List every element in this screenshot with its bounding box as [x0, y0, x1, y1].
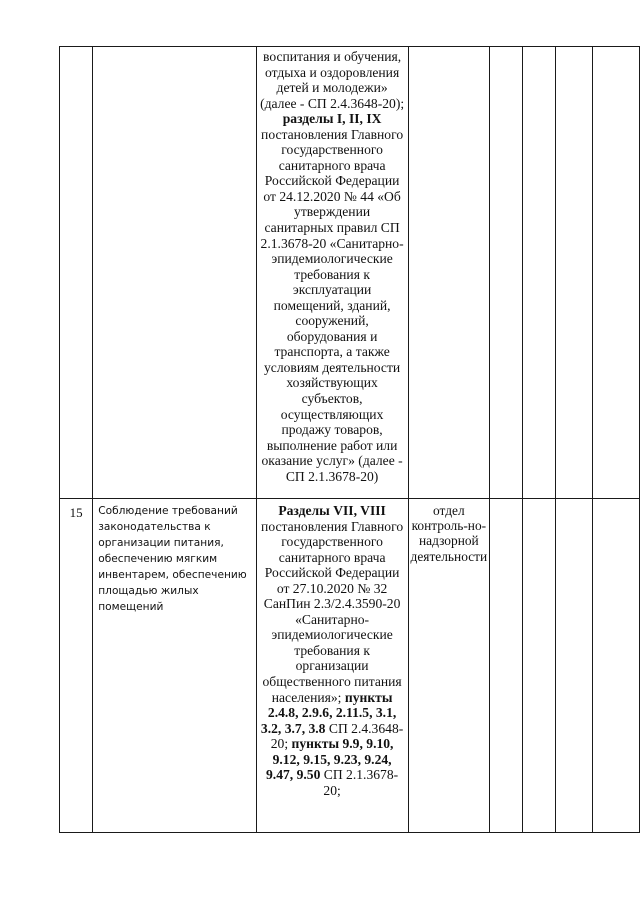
empty-cell — [523, 499, 556, 833]
act-text-bold: разделы I, II, IX — [282, 111, 382, 127]
legal-acts-cell — [256, 47, 408, 499]
empty-cell — [490, 47, 523, 499]
empty-cell — [593, 499, 640, 833]
table-row — [60, 47, 640, 499]
act-text-bold: Разделы VII, VIII — [278, 503, 386, 518]
responsible-organ-cell — [408, 47, 490, 499]
empty-cell — [490, 499, 523, 833]
requirement-cell — [93, 47, 256, 499]
act-text: СП 2.1.3678-20; — [320, 767, 399, 798]
empty-cell — [556, 499, 593, 833]
act-text: воспитания и обучения, отдыха и оздоровления детей и молодежи» (далее - СП 2.4.3648-20); — [260, 49, 405, 111]
act-text: постановления Главного государственного санитарного врача Российской Федерации от 24.12.2020 № 44 «Об утверждении санитарных правил СП 2.1.3678-20 «Санитарно-эпидемиологические требования к эксплуатации помещений, зданий, сооружений, оборудования и транспорта, а также условиям деятельности хозяйствующих субъектов, осуществляющих продажу товаров, выполнение работ или оказание услуг» (далее - СП 2.1.3678-20) — [260, 126, 404, 484]
row-number-cell — [60, 47, 93, 499]
act-text-bold: пункты 9.9, 9.10, 9.12, 9.15, 9.23, 9.24, 9.47, 9.50 — [266, 736, 394, 783]
act-text: постановления Главного государственного санитарного врача Российской Федерации от 27.10.2020 № 32 СанПин 2.3/2.4.3590-20 «Санитарно-эпидемиологические требования к организации общественного питания населения»; — [261, 518, 404, 705]
act-text-bold: пункты 2.4.8, 2.9.6, 2.11.5, 3.1, 3.2, 3.7, 3.8 — [260, 689, 397, 736]
legal-acts-cell — [256, 499, 408, 833]
row-number-cell: 15 — [60, 499, 93, 833]
empty-cell — [556, 47, 593, 499]
table-row — [60, 499, 640, 833]
responsible-organ-cell: отдел контроль-но-надзорной деятельности — [408, 499, 490, 833]
act-text: СП 2.4.3648-20; — [270, 720, 404, 752]
empty-cell — [593, 47, 640, 499]
requirement-cell: Соблюдение требований законодательства к организации питания, обеспечению мягким инвентарем, обеспечению площадью жилых помещений — [93, 499, 256, 833]
empty-cell — [523, 47, 556, 499]
requirements-table — [59, 46, 640, 833]
